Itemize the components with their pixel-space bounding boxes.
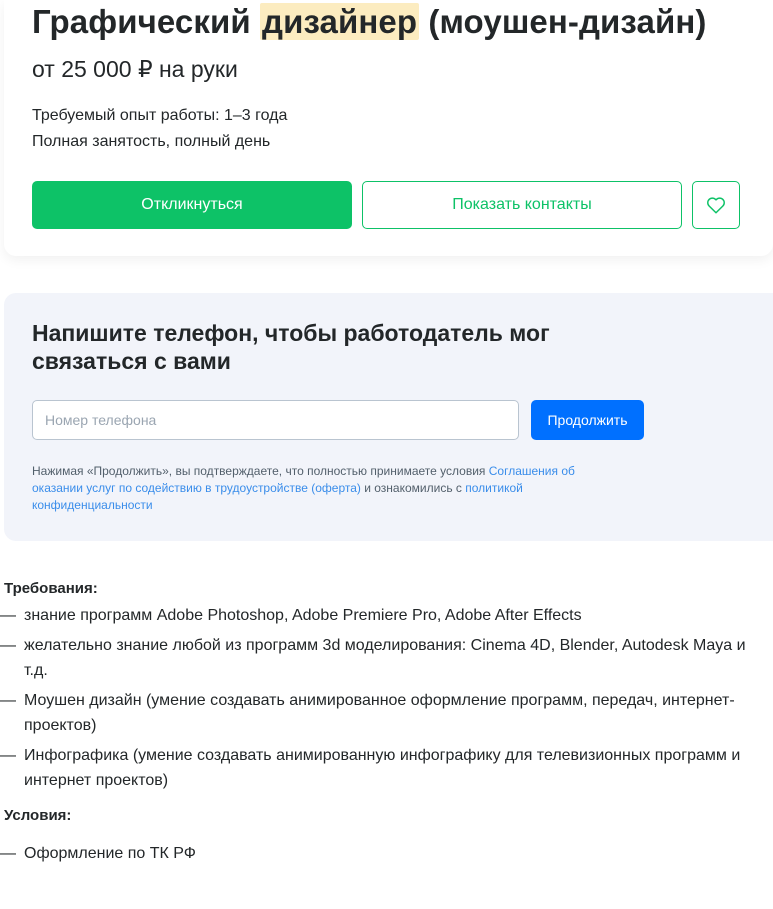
list-item-text: Инфографика (умение создавать анимированную инфографику для телевизионных программ и интернет проектов) <box>24 747 741 789</box>
salary: от 25 000 ₽ на руки <box>32 56 238 82</box>
requirements-list <box>0 603 773 793</box>
employment-type: Полная занятость, полный день <box>32 133 271 150</box>
phone-form-heading: Напишите телефон, чтобы работодатель мог связаться с вами <box>32 320 550 374</box>
service-agreement-link[interactable]: Соглашения об оказании услуг по содействию в трудоустройстве (оферта) <box>32 464 575 495</box>
list-item <box>0 603 773 628</box>
vacancy-card <box>4 0 773 256</box>
requirements-heading: Требования: <box>4 580 98 597</box>
apply-button-label: Откликнуться <box>141 196 243 213</box>
list-item-text: Моушен дизайн (умение создавать анимированное оформление программ, передач, интернет-проектов) <box>24 692 735 734</box>
conditions-list <box>0 841 773 866</box>
list-bullet: — <box>0 637 16 654</box>
continue-button[interactable] <box>531 400 644 440</box>
heart-icon <box>706 196 726 214</box>
list-bullet: — <box>0 747 16 764</box>
consent-text <box>32 463 612 514</box>
vacancy-title <box>32 2 706 42</box>
list-bullet: — <box>0 607 16 624</box>
vacancy-title-highlight: дизайнер <box>262 3 418 40</box>
list-item <box>0 743 773 793</box>
vacancy-title-start: Графический <box>32 3 261 40</box>
list-item-text: желательно знание любой из программ 3d моделирования: Cinema 4D, Blender, Autodesk Maya и т.д. <box>24 637 746 679</box>
list-bullet: — <box>0 845 16 862</box>
vacancy-description <box>0 578 773 871</box>
list-item-text: Оформление по ТК РФ <box>24 845 196 862</box>
consent-text-middle: и ознакомились с <box>360 481 466 495</box>
phone-input[interactable] <box>32 400 519 440</box>
privacy-policy-link[interactable]: политикой конфиденциальности <box>32 481 523 512</box>
favorite-button[interactable] <box>692 181 740 229</box>
list-item-text: знание программ Adobe Photoshop, Adobe Premiere Pro, Adobe After Effects <box>24 607 582 624</box>
vacancy-title-end: (моушен-дизайн) <box>419 3 707 40</box>
phone-form <box>4 293 773 541</box>
show-contacts-button[interactable] <box>362 181 682 229</box>
continue-button-label: Продолжить <box>547 412 628 428</box>
list-item <box>0 841 773 866</box>
apply-button[interactable] <box>32 181 352 229</box>
show-contacts-button-label: Показать контакты <box>452 196 592 213</box>
consent-text-start: Нажимая «Продолжить», вы подтверждаете, что полностью принимаете условия <box>32 464 489 478</box>
list-item <box>0 688 773 738</box>
conditions-heading: Условия: <box>4 807 72 824</box>
experience-requirement: Требуемый опыт работы: 1–3 года <box>32 107 288 124</box>
list-bullet: — <box>0 692 16 709</box>
list-item <box>0 633 773 683</box>
